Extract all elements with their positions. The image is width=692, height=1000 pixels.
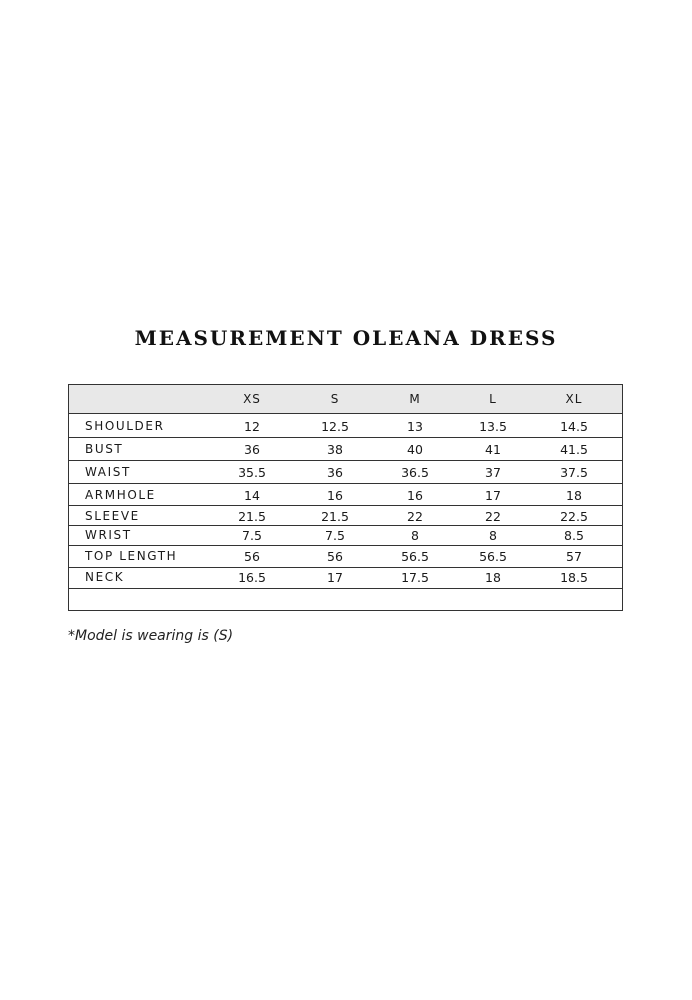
row-label: BUST	[85, 442, 124, 456]
row-divider	[69, 545, 622, 546]
cell-value: 8	[489, 528, 497, 543]
cell-value: 14.5	[560, 419, 588, 434]
cell-value: 18	[485, 570, 501, 585]
cell-value: 8.5	[564, 528, 584, 543]
cell-value: 56	[327, 549, 343, 564]
model-size-note: *Model is wearing is (S)	[68, 628, 234, 644]
cell-value: 7.5	[242, 528, 262, 543]
table-row	[69, 568, 622, 589]
row-label: WRIST	[85, 528, 132, 542]
cell-value: 16.5	[238, 570, 266, 585]
row-divider	[69, 460, 622, 461]
cell-value: 56.5	[401, 549, 429, 564]
cell-value: 18	[566, 488, 582, 503]
cell-value: 38	[327, 442, 343, 457]
cell-value: 16	[407, 488, 423, 503]
cell-value: 17	[327, 570, 343, 585]
cell-value: 35.5	[238, 465, 266, 480]
cell-value: 41.5	[560, 442, 588, 457]
cell-value: 14	[244, 488, 260, 503]
cell-value: 13.5	[479, 419, 507, 434]
cell-value: 36	[327, 465, 343, 480]
cell-value: 22	[485, 509, 501, 524]
row-label: WAIST	[85, 465, 131, 479]
column-header-xl: XL	[565, 392, 583, 406]
cell-value: 56.5	[479, 549, 507, 564]
cell-value: 36	[244, 442, 260, 457]
cell-value: 8	[411, 528, 419, 543]
cell-value: 12	[244, 419, 260, 434]
cell-value: 21.5	[238, 509, 266, 524]
column-header-xs: XS	[243, 392, 261, 406]
row-divider	[69, 588, 622, 589]
table-row	[69, 417, 622, 438]
cell-value: 36.5	[401, 465, 429, 480]
cell-value: 22.5	[560, 509, 588, 524]
size-chart-table	[68, 384, 623, 611]
cell-value: 40	[407, 442, 423, 457]
row-label: TOP LENGTH	[85, 549, 178, 563]
column-header-m: M	[409, 392, 421, 406]
row-divider	[69, 483, 622, 484]
cell-value: 56	[244, 549, 260, 564]
cell-value: 37.5	[560, 465, 588, 480]
row-divider	[69, 437, 622, 438]
cell-value: 22	[407, 509, 423, 524]
table-header	[69, 385, 622, 414]
cell-value: 57	[566, 549, 582, 564]
cell-value: 7.5	[325, 528, 345, 543]
cell-value: 17	[485, 488, 501, 503]
table-row	[69, 463, 622, 484]
cell-value: 41	[485, 442, 501, 457]
table-row	[69, 486, 622, 507]
cell-value: 37	[485, 465, 501, 480]
cell-value: 16	[327, 488, 343, 503]
cell-value: 13	[407, 419, 423, 434]
row-label: SHOULDER	[85, 419, 165, 433]
table-row	[69, 526, 622, 547]
row-label: ARMHOLE	[85, 488, 156, 502]
table-row	[69, 440, 622, 461]
row-label: SLEEVE	[85, 509, 140, 523]
row-divider	[69, 505, 622, 506]
cell-value: 12.5	[321, 419, 349, 434]
cell-value: 17.5	[401, 570, 429, 585]
page-title: MEASUREMENT OLEANA DRESS	[134, 326, 558, 350]
column-header-s: S	[330, 392, 340, 406]
cell-value: 21.5	[321, 509, 349, 524]
table-row	[69, 547, 622, 568]
cell-value: 18.5	[560, 570, 588, 585]
row-label: NECK	[85, 570, 125, 584]
column-header-l: L	[489, 392, 497, 406]
